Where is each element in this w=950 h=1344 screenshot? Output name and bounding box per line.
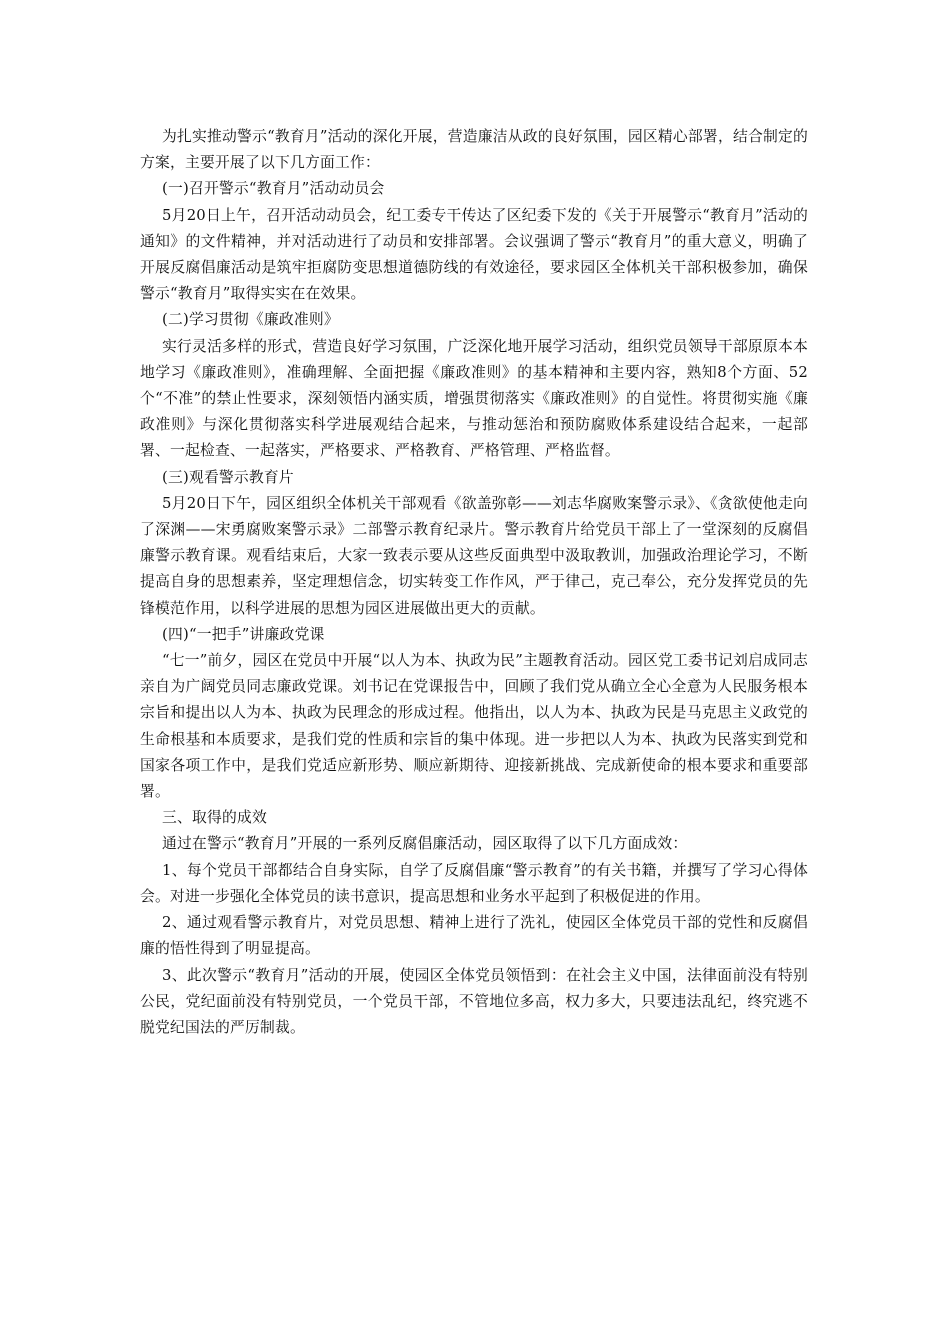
- section-heading-4: (四)“一把手”讲廉政党课: [162, 625, 325, 643]
- section-1-paragraph: 5月20日上午，召开活动动员会，纪工委专干传达了区纪委下发的《关于开展警示“教育月”活动的通知》的文件精神，并对活动进行了动员和安排部署。会议强调了警示“教育月”的重大意义，明确了开展反腐倡廉活动是筑牢拒腐防变思想道德防线的有效途径，要求园区全体机关干部积极参加，确保警示“教育月”取得实实在在效果。: [140, 206, 808, 303]
- result-item-2: 2、通过观看警示教育片，对党员思想、精神上进行了洗礼，使园区全体党员干部的党性和反腐倡廉的悟性得到了明显提高。: [140, 914, 808, 958]
- section-4-paragraph: “七一”前夕，园区在党员中开展“以人为本、执政为民”主题教育活动。园区党工委书记刘启成同志亲自为广阔党员同志廉政党课。刘书记在党课报告中，回顾了我们党从确立全心全意为人民服务根本宗旨和提出以人为本、执政为民理念的形成过程。他指出，以人为本、执政为民是马克思主义政党的生命根基和本质要求，是我们党的性质和宗旨的集中体现。进一步把以人为本、执政为民落实到党和国家各项工作中，是我们党适应新形势、顺应新期待、迎接新挑战、完成新使命的根本要求和重要部署。: [140, 652, 808, 801]
- result-item-1: 1、每个党员干部都结合自身实际，自学了反腐倡廉“警示教育”的有关书籍，并撰写了学习心得体会。对进一步强化全体党员的读书意识，提高思想和业务水平起到了积极促进的作用。: [140, 861, 808, 905]
- document-body: [140, 124, 808, 1041]
- result-item-3: 3、此次警示“教育月”活动的开展，使园区全体党员领悟到：在社会主义中国，法律面前没有特别公民，党纪面前没有特别党员，一个党员干部，不管地位多高，权力多大，只要违法乱纪，终究逃不脱党纪国法的严厉制裁。: [140, 966, 808, 1036]
- intro-paragraph: 为扎实推动警示“教育月”活动的深化开展，营造廉洁从政的良好氛围，园区精心部署，结合制定的方案，主要开展了以下几方面工作：: [140, 128, 808, 172]
- section-2-paragraph: 实行灵活多样的形式，营造良好学习氛围，广泛深化地开展学习活动，组织党员领导干部原原本本地学习《廉政准则》，准确理解、全面把握《廉政准则》的基本精神和主要内容，熟知8个方面、52个“不准”的禁止性要求，深刻领悟内涵实质，增强贯彻落实《廉政准则》的自觉性。将贯彻实施《廉政准则》与深化贯彻落实科学进展观结合起来，与推动惩治和预防腐败体系建设结合起来，一起部署、一起检查、一起落实，严格要求、严格教育、严格管理、严格监督。: [140, 337, 808, 460]
- section-heading-2: (二)学习贯彻《廉政准则》: [162, 311, 339, 329]
- section-3-paragraph: 5月20日下午，园区组织全体机关干部观看《欲盖弥彰——刘志华腐败案警示录》、《贪欲使他走向了深渊——宋勇腐败案警示录》二部警示教育纪录片。警示教育片给党员干部上了一堂深刻的反腐倡廉警示教育课。观看结束后，大家一致表示要从这些反面典型中汲取教训，加强政治理论学习，不断提高自身的思想素养，坚定理想信念，切实转变工作作风，严于律己，克己奉公，充分发挥党员的先锋模范作用，以科学进展的思想为园区进展做出更大的贡献。: [140, 494, 808, 617]
- section-heading-1: (一)召开警示“教育月”活动动员会: [162, 180, 385, 198]
- section-heading-3: (三)观看警示教育片: [162, 468, 294, 486]
- results-heading: 三、取得的成效: [162, 809, 267, 827]
- results-intro-paragraph: 通过在警示“教育月”开展的一系列反腐倡廉活动，园区取得了以下几方面成效：: [162, 835, 688, 853]
